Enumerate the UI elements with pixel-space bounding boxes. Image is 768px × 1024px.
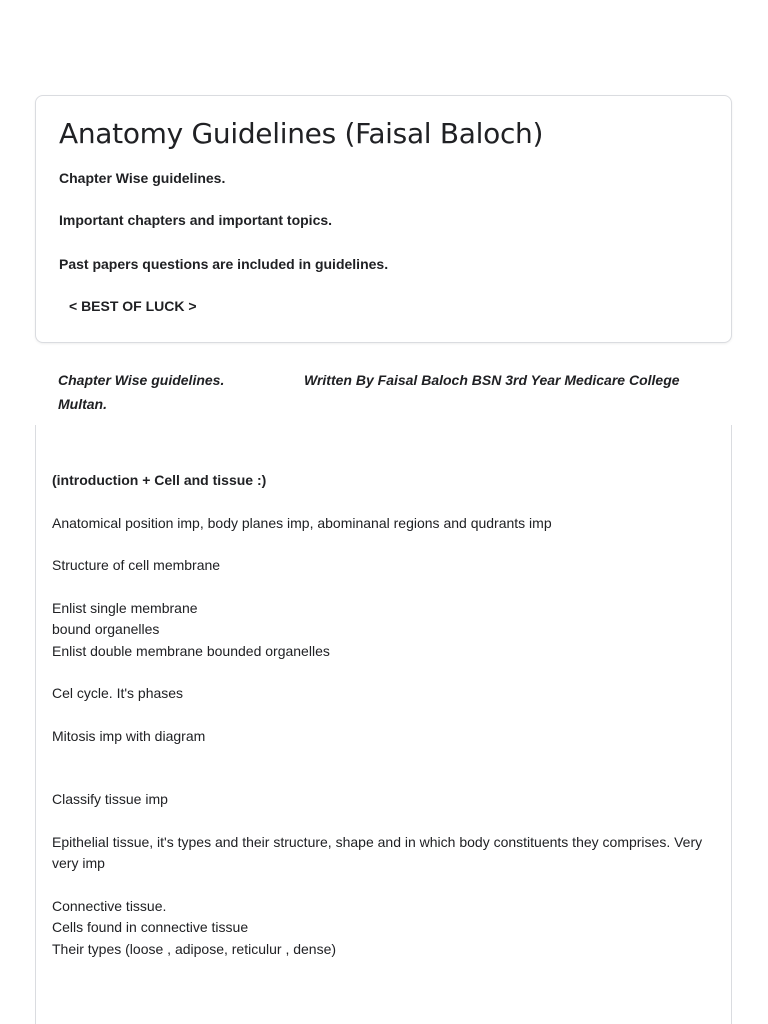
- content-line: Enlist single membrane: [52, 599, 198, 616]
- content-body: [52, 470, 712, 960]
- description-line: Chapter Wise guidelines.: [59, 170, 226, 186]
- content-line: Mitosis imp with diagram: [52, 727, 206, 744]
- section-header-wrap: Multan.: [58, 396, 107, 412]
- content-line: Epithelial tissue, it's types and their structure, shape and in which body constituents they comprises. Very very imp: [52, 833, 703, 871]
- form-title: Anatomy Guidelines (Faisal Baloch): [59, 117, 544, 150]
- description-line: Important chapters and important topics.: [59, 212, 333, 228]
- content-line: Cel cycle. It's phases: [52, 685, 184, 701]
- content-line: Enlist double membrane bounded organelles: [52, 642, 330, 659]
- section-header-right: Written By Faisal Baloch BSN 3rd Year Medicare College: [304, 372, 680, 388]
- content-line: Cells found in connective tissue: [52, 919, 249, 935]
- content-line: Connective tissue.: [52, 897, 167, 914]
- content-line: bound organelles: [52, 621, 160, 637]
- best-of-luck-line: < BEST OF LUCK >: [69, 298, 197, 314]
- content-heading: (introduction + Cell and tissue :): [52, 472, 267, 488]
- content-line: Their types (loose , adipose, reticulur , dense): [52, 940, 337, 957]
- content-line: Classify tissue imp: [52, 791, 168, 807]
- content-line: Structure of cell membrane: [52, 557, 221, 573]
- content-card: [35, 425, 732, 1024]
- form-header-card: [35, 95, 732, 343]
- description-line: Past papers questions are included in guidelines.: [59, 256, 389, 272]
- section-header-left: Chapter Wise guidelines.: [58, 372, 225, 388]
- content-line: Anatomical position imp, body planes imp, abominanal regions and qudrants imp: [52, 514, 552, 531]
- section-header: [58, 368, 718, 416]
